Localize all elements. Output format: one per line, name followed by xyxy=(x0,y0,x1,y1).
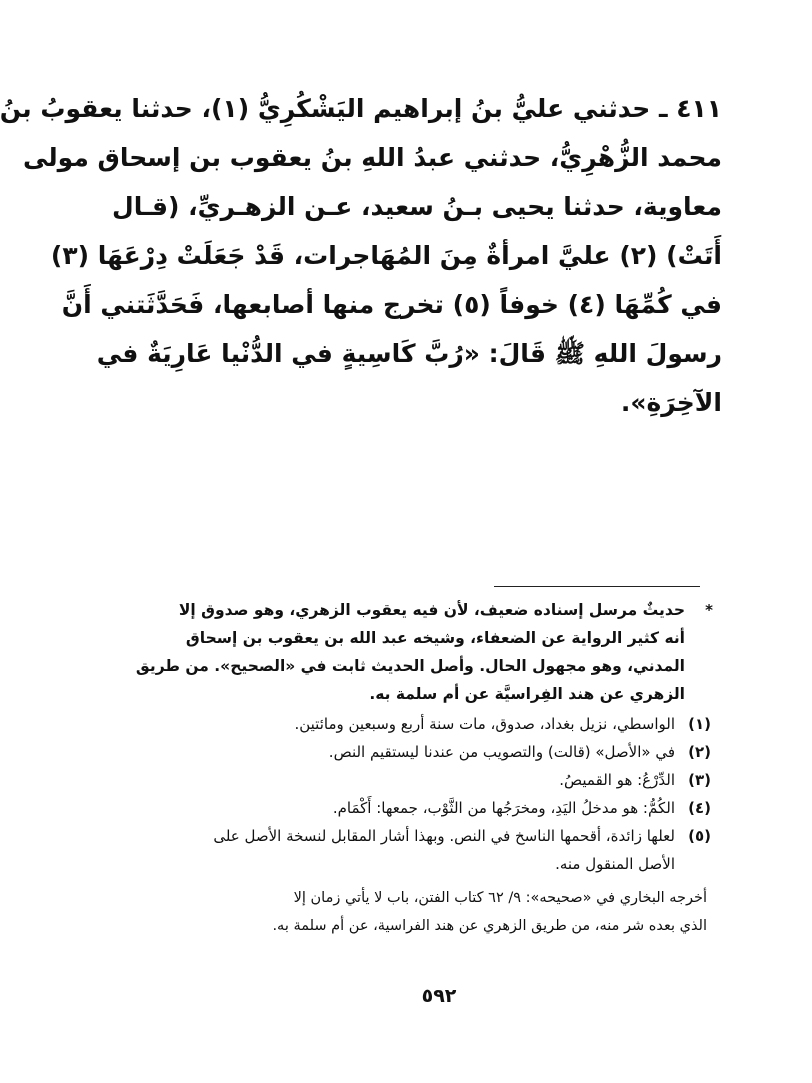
hadith-line: محمد الزُّهْرِيُّ، حدثني عبدُ اللهِ بنُ يعقوب بن إسحاق مولى xyxy=(22,143,722,172)
hadith-line: أَتَتْ) (٢) عليَّ امرأةٌ مِنَ المُهَاجرات، قَدْ جَعَلَتْ دِرْعَهَا (٣) xyxy=(50,241,722,270)
grading-line: أنه كثير الرواية عن الضعفاء، وشيخه عبد الله بن يعقوب بن إسحاق xyxy=(185,629,685,647)
footnote-number: (٥) xyxy=(688,827,711,845)
footnote-5 xyxy=(185,822,711,878)
footnote-2 xyxy=(185,738,711,766)
grading-line: الزهري عن هند الفِراسيَّة عن أم سلمة به. xyxy=(369,685,685,703)
footnote-text: لعلها زائدة، أقحمها الناسخ في النص. وبهذا أشار المقابل لنسخة الأصل على xyxy=(213,827,675,845)
footnotes xyxy=(135,596,713,940)
hadith-line: رسولَ اللهِ ﷺ قَالَ: «رُبَّ كَاسِيةٍ في الدُّنْيا عَارِيَةٌ في xyxy=(96,339,722,368)
footnote-number: (٣) xyxy=(688,771,711,789)
footnote-text: في «الأصل» (قالت) والتصويب من عندنا ليستقيم النص. xyxy=(328,743,675,761)
takhrij-line: الذي بعده شر منه، من طريق الزهري عن هند الفراسية، عن أم سلمة به. xyxy=(272,918,707,934)
takhrij-note xyxy=(185,884,707,940)
star-marker: * xyxy=(705,601,713,619)
footnote-1 xyxy=(185,710,711,738)
footnote-number: (٢) xyxy=(688,743,711,761)
footnote-number: (٤) xyxy=(688,799,711,817)
hadith-text xyxy=(0,84,722,427)
page-number: ٥٩٢ xyxy=(421,985,457,1007)
footnote-text: الدِّرْعُ: هو القميصُ. xyxy=(559,771,675,789)
hadith-line: في كُمِّهَا (٤) خوفاً (٥) تخرج منها أصابعها، فَحَدَّثَتني أَنَّ xyxy=(61,290,722,319)
hadith-line: الآخِرَةِ». xyxy=(620,388,722,417)
footnote-divider xyxy=(494,586,700,587)
hadith-line: معاوية، حدثنا يحيى بـنُ سعيد، عـن الزهـريِّ، (قـال xyxy=(112,192,722,221)
grading-note xyxy=(135,596,713,708)
takhrij-line: أخرجه البخاري في «صحيحه»: ٩/ ٦٢ كتاب الفتن، باب لا يأتي زمان إلا xyxy=(293,890,707,906)
footnote-number: (١) xyxy=(688,715,711,733)
footnote-4 xyxy=(185,794,711,822)
footnote-text: الواسطي، نزيل بغداد، صدوق، مات سنة أربع وسبعين ومائتين. xyxy=(294,715,675,733)
grading-line: المدني، وهو مجهول الحال. وأصل الحديث ثابت في «الصحيح». من طريق xyxy=(135,657,685,675)
footnote-text: الأصل المنقول منه. xyxy=(555,855,675,873)
hadith-line: ٤١١ ـ حدثني عليُّ بنُ إبراهيم اليَشْكُرِيُّ (١)، حدثنا يعقوبُ بنُ xyxy=(0,94,722,123)
grading-line: حديثٌ مرسل إسناده ضعيف، لأن فيه يعقوب الزهري، وهو صدوق إلا xyxy=(178,601,685,619)
footnote-3 xyxy=(185,766,711,794)
footnote-text: الكُمُّ: هو مدخلُ اليَدِ، ومخرَجُها من الثَّوْب، جمعها: أَكْمَام. xyxy=(332,799,675,817)
